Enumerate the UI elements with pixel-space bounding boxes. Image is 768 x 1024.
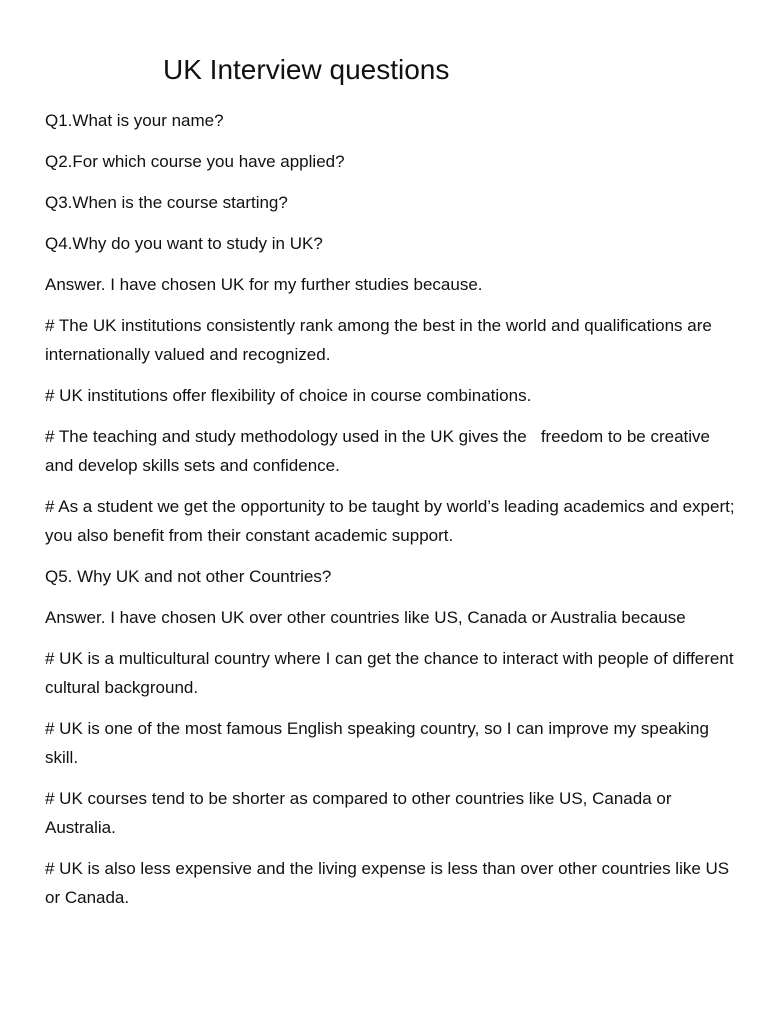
answer-5-point: # UK is one of the most famous English speaking country, so I can improve my speaking skill. — [45, 719, 714, 767]
question-3: Q3.When is the course starting? — [45, 193, 288, 212]
question-5: Q5. Why UK and not other Countries? — [45, 567, 332, 586]
answer-4-point: # UK institutions offer flexibility of choice in course combinations. — [45, 386, 532, 405]
question-4: Q4.Why do you want to study in UK? — [45, 234, 323, 253]
answer-5-point: # UK is a multicultural country where I can get the chance to interact with people of different cultural background. — [45, 649, 739, 697]
answer-4-intro: Answer. I have chosen UK for my further studies because. — [45, 275, 483, 294]
answer-5-point: # UK is also less expensive and the living expense is less than over other countries like US or Canada. — [45, 859, 734, 907]
answer-4-point: # The teaching and study methodology used in the UK gives the freedom to be creative and develop skills sets and confidence. — [45, 427, 715, 475]
answer-4-point: # As a student we get the opportunity to be taught by world’s leading academics and expert; you also benefit from their constant academic support. — [45, 497, 740, 545]
answer-4-point: # The UK institutions consistently rank among the best in the world and qualifications are internationally valued and recognized. — [45, 316, 717, 364]
answer-5-intro: Answer. I have chosen UK over other countries like US, Canada or Australia because — [45, 608, 686, 627]
page-title: UK Interview questions — [163, 54, 450, 85]
question-1: Q1.What is your name? — [45, 111, 224, 130]
question-2: Q2.For which course you have applied? — [45, 152, 345, 171]
document-body — [45, 106, 740, 924]
answer-5-point: # UK courses tend to be shorter as compared to other countries like US, Canada or Australia. — [45, 789, 676, 837]
